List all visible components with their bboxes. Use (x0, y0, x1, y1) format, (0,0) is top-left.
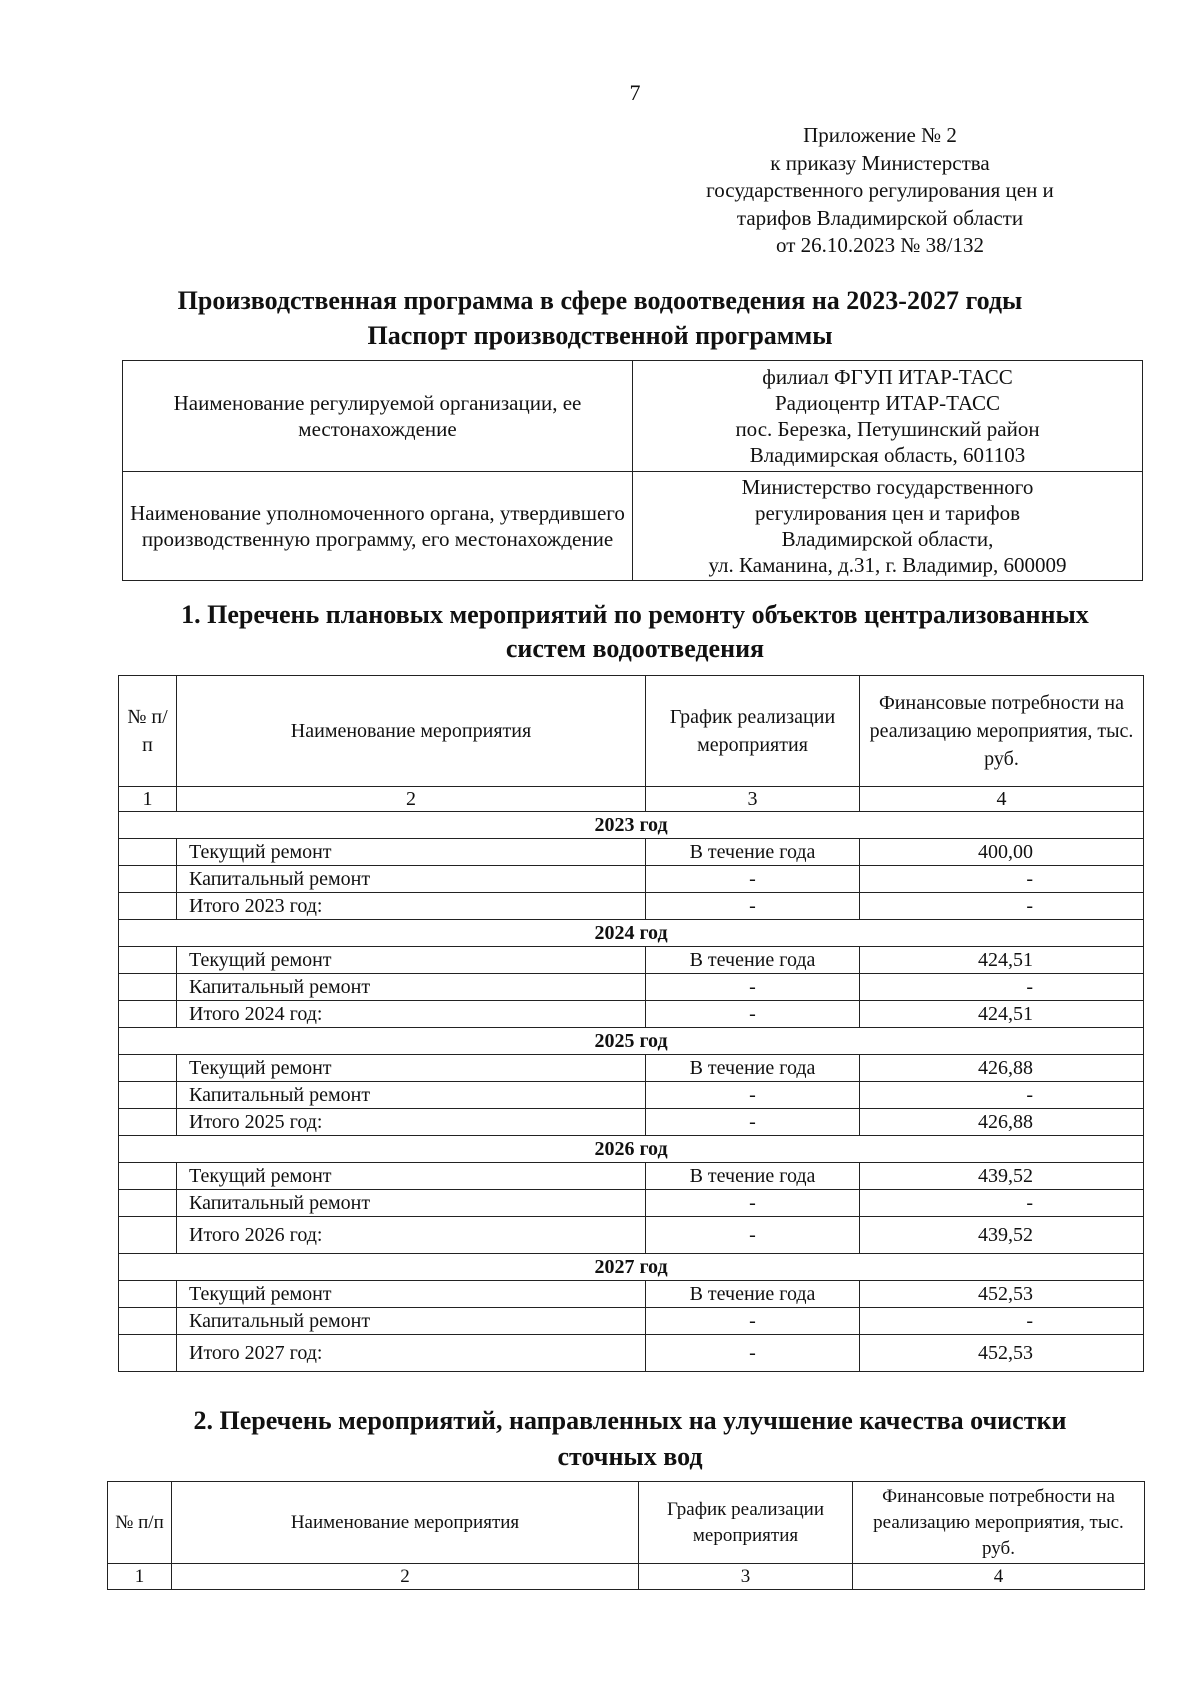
header-cell: График реализации мероприятия (639, 1482, 853, 1564)
cost-cell: - (860, 1308, 1144, 1335)
passport-label: Наименование регулируемой организации, ее местонахождение (123, 361, 633, 472)
header-cell: График реализации мероприятия (646, 676, 860, 787)
activity-name: Текущий ремонт (177, 947, 646, 974)
table-row (119, 839, 1144, 866)
appendix-line: Приложение № 2 (803, 123, 957, 147)
column-number-row (108, 1564, 1145, 1590)
cost-cell: - (860, 866, 1144, 893)
table-header-row (108, 1482, 1145, 1564)
year-label: 2027 год (119, 1254, 1144, 1281)
activity-name: Текущий ремонт (177, 1281, 646, 1308)
section1-title: 1. Перечень плановых мероприятий по ремонту объектов централизованных (181, 600, 1089, 629)
cost-cell: - (860, 1190, 1144, 1217)
year-label: 2023 год (119, 812, 1144, 839)
header-cell: Наименование мероприятия (172, 1482, 639, 1564)
table-row (119, 1335, 1144, 1372)
year-label: 2025 год (119, 1028, 1144, 1055)
table-row (119, 1082, 1144, 1109)
header-cell: Финансовые потребности на реализацию мероприятия, тыс. руб. (853, 1482, 1145, 1564)
table-row (119, 974, 1144, 1001)
table-row (119, 893, 1144, 920)
cost-cell: 452,53 (860, 1281, 1144, 1308)
table-row (119, 866, 1144, 893)
cost-cell: - (860, 1082, 1144, 1109)
activity-name: Итого 2023 год: (177, 893, 646, 920)
cost-cell: 439,52 (860, 1217, 1144, 1254)
section1-title-cont: систем водоотведения (505, 634, 765, 663)
passport-value (633, 361, 1143, 472)
header-cell: Наименование мероприятия (177, 676, 646, 787)
header-cell: Финансовые потребности на реализацию мероприятия, тыс. руб. (860, 676, 1144, 787)
passport-value-line: регулирования цен и тарифов (754, 501, 1021, 525)
activity-name: Капитальный ремонт (177, 1082, 646, 1109)
appendix-line: к приказу Министерства (770, 150, 990, 175)
activity-name: Капитальный ремонт (177, 1190, 646, 1217)
schedule-cell: В течение года (646, 947, 860, 974)
cost-cell: - (860, 893, 1144, 920)
page-number: 7 (629, 80, 641, 105)
schedule-cell: - (646, 1308, 860, 1335)
schedule-cell: - (646, 1335, 860, 1372)
column-number: 2 (172, 1564, 639, 1590)
activity-name: Итого 2024 год: (177, 1001, 646, 1028)
header-cell: № п/п (108, 1482, 172, 1564)
table-row (119, 1163, 1144, 1190)
main-title: Производственная программа в сфере водоотведения на 2023-2027 годы (177, 286, 1023, 315)
activity-name: Текущий ремонт (177, 839, 646, 866)
column-number: 1 (119, 787, 177, 812)
appendix-line: от 26.10.2023 № 38/132 (775, 233, 985, 257)
schedule-cell: - (646, 1190, 860, 1217)
cost-cell: - (860, 974, 1144, 1001)
section2-title-cont: сточных вод (557, 1442, 703, 1471)
schedule-cell: - (646, 1082, 860, 1109)
cost-cell: 424,51 (860, 947, 1144, 974)
column-number: 3 (639, 1564, 853, 1590)
table-row (119, 1001, 1144, 1028)
passport-value-line: филиал ФГУП ИТАР-ТАСС (762, 365, 1013, 389)
table-row (119, 1281, 1144, 1308)
activity-name: Итого 2026 год: (177, 1217, 646, 1254)
year-row (119, 920, 1144, 947)
activity-name: Капитальный ремонт (177, 1308, 646, 1335)
column-number: 3 (646, 787, 860, 812)
section1-table (118, 675, 1144, 1372)
passport-value (633, 472, 1143, 581)
cost-cell: 400,00 (860, 839, 1144, 866)
schedule-cell: В течение года (646, 1281, 860, 1308)
cost-cell: 452,53 (860, 1335, 1144, 1372)
table-header-row (119, 676, 1144, 787)
year-row (119, 1028, 1144, 1055)
schedule-cell: - (646, 974, 860, 1001)
header-cell: № п/п (119, 676, 177, 787)
passport-row (123, 472, 1143, 581)
table-row (119, 1308, 1144, 1335)
activity-name: Итого 2025 год: (177, 1109, 646, 1136)
cost-cell: 439,52 (860, 1163, 1144, 1190)
year-label: 2026 год (119, 1136, 1144, 1163)
appendix-block (700, 122, 1060, 260)
passport-label: Наименование уполномоченного органа, утвердившего производственную программу, его местонахождение (123, 472, 633, 581)
table-row (119, 1109, 1144, 1136)
activity-name: Текущий ремонт (177, 1055, 646, 1082)
column-number: 1 (108, 1564, 172, 1590)
schedule-cell: - (646, 866, 860, 893)
section2-table (107, 1481, 1145, 1590)
passport-value-line: Министерство государственного (741, 475, 1034, 499)
column-number: 4 (853, 1564, 1145, 1590)
passport-value-line: Владимирская область, 601103 (749, 443, 1026, 467)
passport-row (123, 361, 1143, 472)
table-row (119, 1055, 1144, 1082)
column-number-row (119, 787, 1144, 812)
passport-value-line: пос. Березка, Петушинский район (735, 417, 1040, 441)
table-row (119, 1217, 1144, 1254)
passport-table (122, 360, 1143, 581)
appendix-line: тарифов Владимирской области (736, 205, 1024, 230)
cost-cell: 426,88 (860, 1055, 1144, 1082)
passport-value-line: Владимирской области, (781, 527, 994, 551)
passport-title: Паспорт производственной программы (367, 321, 833, 350)
cost-cell: 424,51 (860, 1001, 1144, 1028)
column-number: 4 (860, 787, 1144, 812)
schedule-cell: В течение года (646, 839, 860, 866)
activity-name: Капитальный ремонт (177, 866, 646, 893)
activity-name: Текущий ремонт (177, 1163, 646, 1190)
activity-name: Капитальный ремонт (177, 974, 646, 1001)
passport-value-line: Радиоцентр ИТАР-ТАСС (774, 391, 1001, 415)
schedule-cell: - (646, 893, 860, 920)
appendix-line: государственного регулирования цен и (706, 178, 1054, 202)
schedule-cell: - (646, 1217, 860, 1254)
schedule-cell: В течение года (646, 1163, 860, 1190)
cost-cell: 426,88 (860, 1109, 1144, 1136)
passport-value-line: ул. Каманина, д.31, г. Владимир, 600009 (708, 553, 1067, 577)
section2-title: 2. Перечень мероприятий, направленных на улучшение качества очистки (193, 1406, 1067, 1435)
table-row (119, 947, 1144, 974)
column-number: 2 (177, 787, 646, 812)
schedule-cell: В течение года (646, 1055, 860, 1082)
table-row (119, 1190, 1144, 1217)
year-row (119, 1136, 1144, 1163)
year-row (119, 812, 1144, 839)
year-row (119, 1254, 1144, 1281)
schedule-cell: - (646, 1001, 860, 1028)
year-label: 2024 год (119, 920, 1144, 947)
activity-name: Итого 2027 год: (177, 1335, 646, 1372)
schedule-cell: - (646, 1109, 860, 1136)
